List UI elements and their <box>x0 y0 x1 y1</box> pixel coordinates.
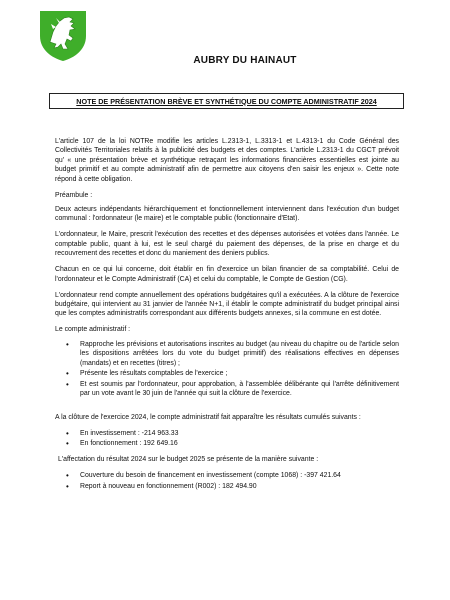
affectation-list <box>55 471 399 491</box>
intro-paragraph: L'article 107 de la loi NOTRe modifie les articles L.2313-1, L.3313-1 et L.4313-1 du Code Général des Collectivités Territoriales relatifs à la publicité des budgets et des comptes. L'article L.2313-1 du CGCT prévoit qu' « une présentation brève et synthétique retraçant les informations financières essentielles est jointe au budget primitif et au compte administratif afin de permettre aux citoyens d'en saisir les enjeux ». Cette note répond à cette obligation. <box>55 138 399 183</box>
list-item: • Présente les résultats comptables de l'exercice ; <box>80 369 399 378</box>
preamble-heading: Préambule : <box>55 191 93 199</box>
preamble-paragraph-4: L'ordonnateur rend compte annuellement des opérations budgétaires qu'il a exécutées. A la clôture de l'exercice budgétaire, qui intervient au 31 janvier de l'année N+1, il établir le compte administratif du budget principal ainsi que les comptes administratifs correspondant aux différents budgets annexes, si la commune en est dotée. <box>55 291 399 318</box>
affectation-report: • Report à nouveau en fonctionnement (R002) : 182 494.90 <box>80 482 399 491</box>
result-investissement: • En investissement : -214 963.33 <box>80 429 399 438</box>
list-item: • Et est soumis par l'ordonnateur, pour approbation, à l'assemblée délibérante qui l'arrête définitivement par un vote avant le 30 juin de l'année qui suit la clôture de l'exercice. <box>80 380 399 399</box>
town-name: AUBRY DU HAINAUT <box>193 55 297 66</box>
results-intro: A la clôture de l'exercice 2024, le compte administratif fait apparaître les résultats cumulés suivants : <box>55 413 361 421</box>
list-item: • Rapproche les prévisions et autorisations inscrites au budget (au niveau du chapitre ou de l'article selon les dispositions arrêtées lors du vote du budget primitif) des réalisations effectives en dépenses (mandats) et en recettes (titres) ; <box>80 340 399 368</box>
compte-administratif-heading: Le compte administratif : <box>55 326 131 334</box>
document-title: NOTE DE PRÉSENTATION BRÈVE ET SYNTHÉTIQUE DU COMPTE ADMINISTRATIF 2024 <box>49 93 404 109</box>
compte-administratif-list <box>55 340 399 399</box>
result-fonctionnement: • En fonctionnement : 192 649.16 <box>80 439 399 448</box>
preamble-paragraph-2: L'ordonnateur, le Maire, prescrit l'exécution des recettes et des dépenses autorisées et votées dans l'année. Le comptable public, quant à lui, est le seul chargé du paiement des dépenses, de la prise en charge et du recouvrement des recettes et donc du maniement des deniers publics. <box>55 231 399 258</box>
preamble-paragraph-1: Deux acteurs indépendants hiérarchiquement et fonctionnellement interviennent dans l'exécution d'un budget communal : l'ordonnateur (le maire) et le comptable public (fonctionnaire d'Etat). <box>55 206 399 223</box>
document-body <box>55 137 399 498</box>
town-coat-of-arms-logo <box>36 8 90 62</box>
preamble-paragraph-3: Chacun en ce qui lui concerne, doit établir en fin d'exercice un bilan financier de sa comptabilité. Celui de l'ordonnateur et le Compte Administratif (CA) et celui du comptable, le Compte de Gestion (CG). <box>55 266 399 283</box>
affectation-couverture: • Couverture du besoin de financement en investissement (compte 1068) : -397 421.64 <box>80 471 399 480</box>
results-list <box>55 429 399 449</box>
affectation-intro: L'affectation du résultat 2024 sur le budget 2025 se présente de la manière suivante : <box>58 456 319 464</box>
